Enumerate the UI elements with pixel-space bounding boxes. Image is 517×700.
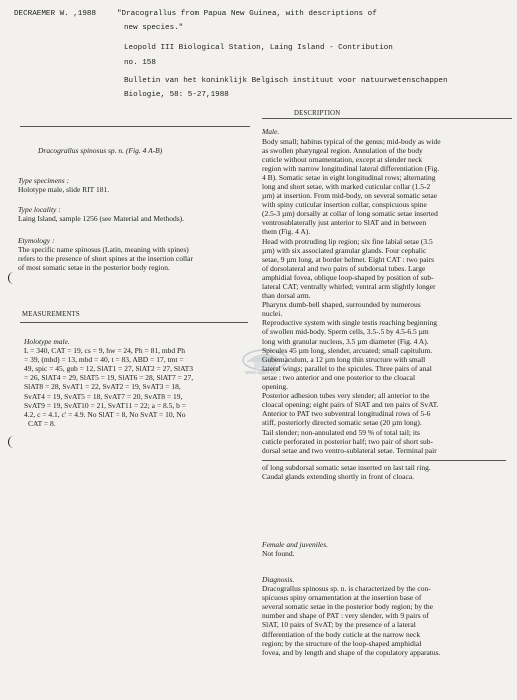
measurement-line: SvAT4 = 19, SvAT5 = 18, SvAT7 = 20, SvAT8 = 19, [24, 391, 183, 401]
watermark-text: www.agent.be [245, 370, 277, 376]
measurement-line: SlAT8 = 28, SvAT1 = 22, SvAT2 = 19, SvAT3 = 18, [24, 382, 181, 392]
type-locality-section [18, 205, 258, 223]
text-line: ventrosublaterally just anterior to SlAT and in between [262, 218, 427, 228]
female-text: Not found. [262, 549, 295, 559]
text-line: several somatic setae in the posterior body region; by the [262, 602, 433, 612]
text-line: Dracograllus spinosus sp. n. is characterized by the con- [262, 584, 431, 594]
measurement-line: 49, spic = 45, gub = 12, SlAT1 = 27, SlAT2 = 27, SlAT3 [24, 364, 194, 374]
measurements-heading: MEASUREMENTS [22, 311, 80, 318]
diagnosis-heading: Diagnosis. [262, 575, 295, 584]
species-title: Dracograllus spinosus sp. n. (Fig. 4 A-B) [38, 146, 163, 155]
measurement-line: CAT = 8. [28, 418, 56, 428]
text-line: Posterior adhesion tubes very slender; all anterior to the [262, 391, 430, 401]
text-line: µm) with six associated granular glands. Four cephalic [262, 245, 427, 255]
text-line: 4 B). Somatic setae in eight longitudinal rows; alternating [262, 172, 436, 182]
measurement-line: L = 340, CAT = 19, cs = 9, hw = 24, Ph = 81, mbd Ph [24, 346, 185, 356]
text-line: cloacal opening; eight pairs of SlAT and ten pairs of SvAT. [262, 400, 439, 410]
text-line: than dorsal arm. [262, 291, 311, 301]
etymology-line: of most somatic setae in the posterior body region. [18, 263, 170, 273]
page-break-rule [262, 455, 506, 461]
text-line: of long subdorsal somatic setae inserted on last tail ring. [262, 462, 431, 472]
punch-mark-upper [8, 272, 19, 284]
text-line: cuticle perforated in posterior half; two pair of short sub- [262, 436, 433, 446]
text-line: Head with protruding lip region; six fine labial setae (3.5 [262, 236, 433, 246]
text-line: nuclei. [262, 309, 283, 319]
text-line: Anterior to PAT two subventral longitudinal rows of 5-6 [262, 409, 431, 419]
paper-title-line-1: "Dracograllus from Papua New Guinea, with descriptions of [117, 10, 377, 18]
text-line: them (Fig. 4 A). [262, 227, 311, 237]
measurement-line: 4.2, c = 4.1, c' = 4.9. No SlAT = 8, No SvAT = 10, No [24, 409, 186, 419]
holotype-heading: Holotype male. [24, 337, 70, 346]
text-line: number and shape of PAT : very slender, with 9 pairs of [262, 611, 429, 621]
text-line: stiff, posteriorly directed somatic setae (20 µm long). [262, 418, 422, 428]
text-line: Reproductive system with single testis reaching beginning [262, 318, 437, 328]
text-line: Spicules 45 µm long, slender, arcuated; small capitulum. [262, 345, 433, 355]
type-specimens-heading: Type specimens : [18, 176, 70, 185]
measurements-section [24, 337, 262, 428]
text-line: µm) at insertion. From mid-body, on several somatic setae [262, 191, 438, 201]
text-line: SlAT, 10 pairs of SvAT; by the presence of a lateral [262, 620, 416, 630]
measurement-line: = 39, (mbd) = 13, mbd = 40, t = 83, ABD = 17, tmt = [24, 355, 184, 365]
text-line: long and short setae, with marked cuticular collar (1.5-2 [262, 181, 431, 191]
text-line: Tail slender; non-annulated end 59 % of total tail; its [262, 427, 420, 437]
text-line: Gubernaculum, a 12 µm long thin structure with small [262, 354, 426, 364]
text-line: setae, 9 µm long, at border helmet. Eight CAT : two pairs [262, 254, 435, 264]
text-line: Body small; habitus typical of the genus; mid-body as wide [262, 136, 441, 146]
text-line: setae : two anterior and one posterior to the cloacal [262, 372, 416, 382]
text-line: as swollen pharyngeal region. Annulation of the body [262, 145, 423, 155]
text-line: Pharynx dumb-bell shaped, surrounded by numerous [262, 300, 421, 310]
text-line: fovea, and by length and shape of the copulatory apparatus. [262, 647, 441, 657]
journal-line-1: Bulletin van het koninklijk Belgisch instituut voor natuurwetenschappen [124, 77, 448, 85]
type-specimens-section [18, 176, 248, 194]
etymology-heading: Etymology : [18, 236, 55, 245]
text-line: (2.5-3 µm) dorsally at collar of long somatic setae inserted [262, 209, 438, 219]
etymology-line: The specific name spinosus (Latin, meaning with spines) [18, 245, 189, 255]
type-locality-text: Laing Island, sample 1256 (see Material and Methods). [18, 214, 184, 224]
text-line: differentiation of the body cuticle at the narrow neck [262, 629, 421, 639]
measurements-rule [20, 322, 248, 323]
female-section [262, 540, 506, 558]
measurement-line: = 26, SlAT4 = 29, SlAT5 = 19, SlAT6 = 28, SlAT7 = 27, [24, 373, 194, 383]
series-line-1: Leopold III Biological Station, Laing Island - Contribution [124, 44, 393, 52]
text-line: long with granular nucleus, 3.5 µm diameter (Fig. 4 A). [262, 336, 429, 346]
etymology-line: refers to the presence of short spines at the insertion collar [18, 254, 193, 264]
female-heading: Female and juveniles. [262, 540, 329, 549]
text-line: amphidial fovea, oblique loop-shaped by position of sub- [262, 272, 434, 282]
text-line: of dorsolateral and two pairs of subdorsal tubes. Large [262, 263, 426, 273]
measurement-line: SvAT9 = 19, SvAT10 = 21, SvAT11 = 22; a = 8.5, b = [24, 400, 186, 410]
text-line: lateral wings; parallel to the spicules. Three pairs of anal [262, 363, 432, 373]
text-line: spicuous spiny ornamentation at the insertion base of [262, 593, 422, 603]
text-line: opening. [262, 382, 289, 392]
text-line: with spiny cuticular insertion collar, conspicuous spine [262, 200, 427, 210]
diagnosis-section [262, 575, 506, 657]
text-line: Caudal glands extending shortly in front of cloaca. [262, 471, 415, 481]
paper-title-line-2: new species." [124, 24, 184, 32]
text-line: region; by the structure of the loop-shaped amphidial [262, 638, 422, 648]
type-specimens-text: Holotype male, slide RIT 181. [18, 185, 110, 195]
type-locality-heading: Type locality : [18, 205, 61, 214]
left-top-rule [20, 126, 250, 127]
etymology-section [18, 236, 258, 272]
text-line: dorsal setae and two ventro-sublateral setae. Terminal pair [262, 445, 437, 455]
description-heading: DESCRIPTION [294, 110, 341, 117]
text-line: of swollen mid-body. Sperm cells, 3.5-.5 by 4.5-6.5 µm [262, 327, 429, 337]
male-description [262, 137, 506, 481]
right-top-rule [262, 118, 512, 119]
male-heading: Male. [262, 127, 280, 136]
journal-line-2: Biologie, 58: 5-27,1988 [124, 91, 229, 99]
punch-mark-lower [8, 436, 19, 448]
series-line-2: no. 158 [124, 59, 156, 67]
text-line: lateral CAT; ventrally whirled; ventral arm slightly longer [262, 282, 436, 291]
text-line: region with narrow longitudinal lateral differentiation (Fig. [262, 163, 440, 173]
text-line: cuticle without ornamentation, except at slender neck [262, 154, 423, 164]
author-year: DECRAEMER W. ,1988 [14, 10, 97, 18]
